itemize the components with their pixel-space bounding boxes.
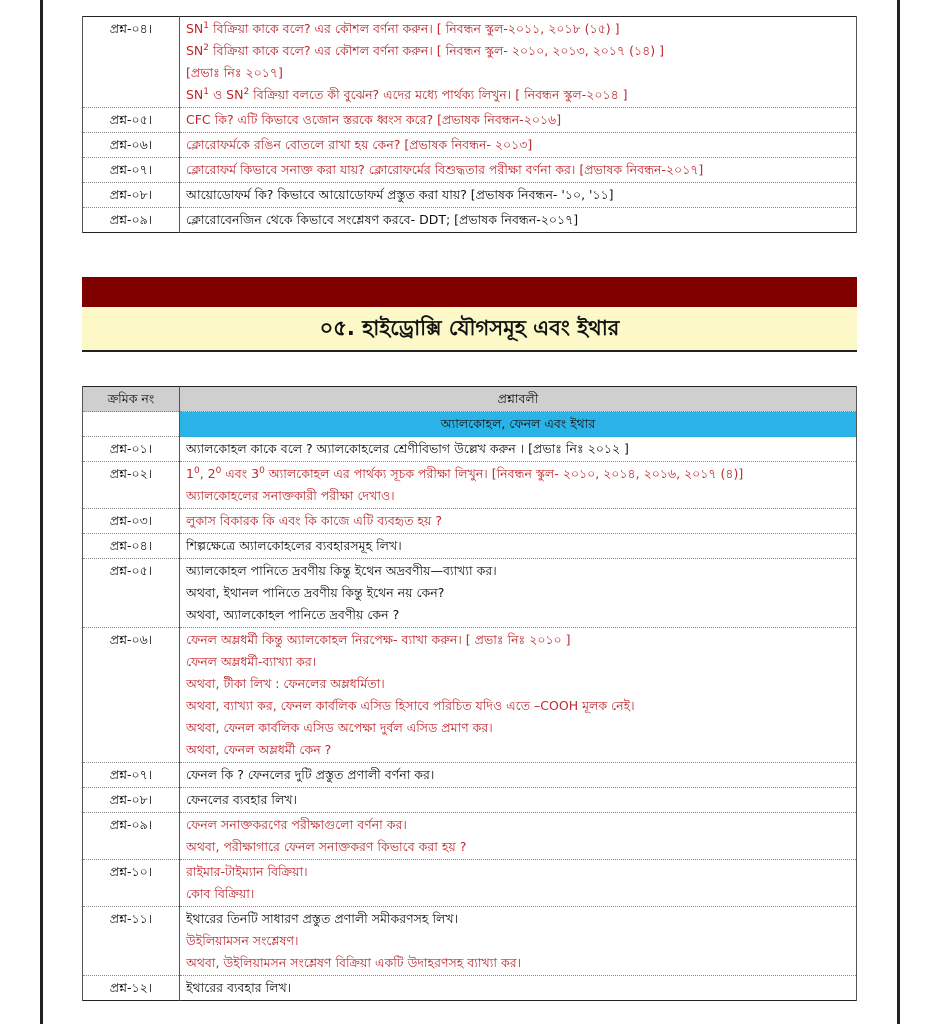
- question-line: [186, 861, 850, 883]
- question-text-cell: [180, 860, 857, 907]
- question-text-cell: [180, 208, 857, 233]
- question-line: [186, 463, 850, 485]
- question-line: [186, 582, 850, 604]
- question-row: [83, 509, 857, 534]
- question-row: [83, 976, 857, 1001]
- text-fragment: লুকাস বিকারক কি এবং কি কাজে এটি ব্যবহৃত হয় ?: [186, 513, 443, 528]
- section-header-row: [83, 412, 857, 437]
- question-line: [186, 930, 850, 952]
- question-number: প্রশ্ন-০৯।: [83, 208, 180, 233]
- question-text-cell: [180, 976, 857, 1001]
- superscript: 1: [203, 86, 210, 97]
- text-fragment: অথবা, ইথানল পানিতে দ্রবণীয় কিন্তু ইথেন নয় কেন?: [186, 585, 445, 600]
- question-line: [186, 485, 850, 507]
- question-text-cell: [180, 907, 857, 976]
- text-fragment: [প্রভাঃ নিঃ ২০১৭]: [186, 65, 283, 80]
- question-text-cell: [180, 17, 857, 108]
- question-number: প্রশ্ন-০৪।: [83, 17, 180, 108]
- question-number: প্রশ্ন-০৫।: [83, 559, 180, 628]
- question-line: [186, 764, 850, 786]
- text-fragment: ও SN: [209, 87, 244, 102]
- question-line: [186, 717, 850, 739]
- question-row: [83, 108, 857, 133]
- question-row: [83, 133, 857, 158]
- text-fragment: ফেনল কি ? ফেনলের দুটি প্রস্তুত প্রণালী বর্ণনা কর।: [186, 767, 435, 782]
- superscript: 1: [203, 20, 210, 31]
- question-line: [186, 789, 850, 811]
- text-fragment: ক্লোরোবেনজিন থেকে কিভাবে সংশ্লেষণ করবে- DDT; [প্রভাষক নিবন্ধন-২০১৭]: [186, 212, 579, 227]
- text-fragment: ইথারের ব্যবহার লিখ।: [186, 980, 292, 995]
- question-number: প্রশ্ন-০৫।: [83, 108, 180, 133]
- chapter-title: ০৫. হাইড্রোক্সি যৌগসমূহ এবং ইথার: [82, 307, 857, 352]
- text-fragment: অথবা, টীকা লিখ : ফেনলের অম্লধর্মিতা।: [186, 676, 385, 691]
- text-fragment: , 2: [199, 466, 216, 481]
- superscript: 0: [259, 465, 265, 476]
- question-row: [83, 183, 857, 208]
- text-fragment: উইলিয়ামসন সংশ্লেষণ।: [186, 933, 299, 948]
- question-text-cell: [180, 108, 857, 133]
- table-header-row: [83, 387, 857, 412]
- question-number: প্রশ্ন-০৩।: [83, 509, 180, 534]
- question-line: [186, 977, 850, 999]
- text-fragment: অ্যালকোহল পানিতে দ্রবণীয় কিন্তু ইথেন অদ্রবণীয়—ব্যাখ্যা কর।: [186, 563, 497, 578]
- question-row: [83, 208, 857, 233]
- question-number: প্রশ্ন-০২।: [83, 462, 180, 509]
- text-fragment: 1: [186, 466, 194, 481]
- text-fragment: রাইমার-টাইম্যান বিক্রিয়া।: [186, 864, 308, 879]
- question-row: [83, 462, 857, 509]
- question-text-cell: [180, 763, 857, 788]
- chapter-question-table: [82, 386, 857, 1001]
- question-row: [83, 534, 857, 559]
- question-line: [186, 604, 850, 626]
- previous-chapter-question-table: [82, 16, 857, 233]
- question-number: প্রশ্ন-০৮।: [83, 788, 180, 813]
- section-empty-cell: [83, 412, 180, 437]
- question-row: [83, 17, 857, 108]
- question-line: [186, 836, 850, 858]
- question-row: [83, 628, 857, 763]
- page-border-left: [40, 0, 43, 1024]
- column-header-questions: প্রশ্নাবলী: [180, 387, 857, 412]
- superscript: 2: [243, 86, 250, 97]
- question-line: [186, 18, 850, 40]
- text-fragment: অথবা, ফেনল কার্বলিক এসিড অপেক্ষা দুর্বল এসিড প্রমাণ কর।: [186, 720, 493, 735]
- text-fragment: অ্যালকোহল এর পার্থক্য সূচক পরীক্ষা লিখুন। [নিবন্ধন স্কুল- ২০১০, ২০১৪, ২০১৬, ২০১৭ (৪)]: [264, 466, 744, 481]
- text-fragment: ক্লোরোফর্ম কিভাবে সনাক্ত করা যায়? ক্লোরোফর্মের বিশুদ্ধতার পরীক্ষা বর্ণনা কর। [প্রভাষক নিবন্ধন-২০১৭]: [186, 162, 704, 177]
- question-line: [186, 84, 850, 106]
- question-text-cell: [180, 788, 857, 813]
- question-line: [186, 673, 850, 695]
- question-line: [186, 651, 850, 673]
- text-fragment: অথবা, অ্যালকোহল পানিতে দ্রবণীয় কেন ?: [186, 607, 400, 622]
- column-header-serial: ক্রমিক নং: [83, 387, 180, 412]
- question-row: [83, 763, 857, 788]
- question-number: প্রশ্ন-০৯।: [83, 813, 180, 860]
- question-text-cell: [180, 437, 857, 462]
- question-line: [186, 814, 850, 836]
- superscript: 0: [215, 465, 222, 476]
- text-fragment: ফেনল অম্লধর্মী-ব্যাখ্যা কর।: [186, 654, 317, 669]
- question-line: [186, 510, 850, 532]
- text-fragment: অ্যালকোহল কাকে বলে ? অ্যালকোহলের শ্রেণীবিভাগ উল্লেখ করুন । [প্রভাঃ নিঃ ২০১২ ]: [186, 441, 629, 456]
- question-number: প্রশ্ন-১১।: [83, 907, 180, 976]
- question-text-cell: [180, 559, 857, 628]
- question-text-cell: [180, 133, 857, 158]
- section-heading: অ্যালকোহল, ফেনল এবং ইথার: [180, 412, 857, 437]
- question-text-cell: [180, 158, 857, 183]
- question-number: প্রশ্ন-০৬।: [83, 628, 180, 763]
- text-fragment: বিক্রিয়া কাকে বলে? এর কৌশল বর্ণনা করুন। [ নিবন্ধন স্কুল-২০১১, ২০১৮ (১৫) ]: [209, 21, 620, 36]
- question-number: প্রশ্ন-০৭।: [83, 763, 180, 788]
- chapter-header-band: [82, 277, 857, 307]
- text-fragment: ক্লোরোফর্মকে রঙিন বোতলে রাখা হয় কেন? [প্রভাষক নিবন্ধন- ২০১৩]: [186, 137, 533, 152]
- text-fragment: বিক্রিয়া বলতে কী বুঝেন? এদের মধ্যে পার্থক্য লিখুন। [ নিবন্ধন স্কুল-২০১৪ ]: [249, 87, 628, 102]
- question-row: [83, 813, 857, 860]
- question-number: প্রশ্ন-১২।: [83, 976, 180, 1001]
- question-line: [186, 908, 850, 930]
- question-line: [186, 134, 850, 156]
- question-line: [186, 62, 850, 84]
- question-text-cell: [180, 813, 857, 860]
- question-text-cell: [180, 628, 857, 763]
- question-line: [186, 695, 850, 717]
- text-fragment: CFC কি? এটি কিভাবে ওজোন স্তরকে ধ্বংস করে? [প্রভাষক নিবন্ধন-২০১৬]: [186, 112, 562, 127]
- text-fragment: SN: [186, 21, 204, 36]
- text-fragment: অথবা, পরীক্ষাগারে ফেনল সনাক্তকরণ কিভাবে করা হয় ?: [186, 839, 467, 854]
- text-fragment: বিক্রিয়া কাকে বলে? এর কৌশল বর্ণনা করুন। [ নিবন্ধন স্কুল- ২০১০, ২০১৩, ২০১৭ (১৪) ]: [209, 43, 664, 58]
- question-line: [186, 883, 850, 905]
- question-number: প্রশ্ন-০১।: [83, 437, 180, 462]
- text-fragment: এবং 3: [221, 466, 260, 481]
- question-text-cell: [180, 509, 857, 534]
- question-number: প্রশ্ন-০৬।: [83, 133, 180, 158]
- text-fragment: অথবা, উইলিয়ামসন সংশ্লেষণ বিক্রিয়া একটি উদাহরণসহ ব্যাখ্যা কর।: [186, 955, 522, 970]
- question-line: [186, 952, 850, 974]
- question-line: [186, 109, 850, 131]
- question-line: [186, 629, 850, 651]
- question-number: প্রশ্ন-১০।: [83, 860, 180, 907]
- question-line: [186, 184, 850, 206]
- text-fragment: শিল্পক্ষেত্রে অ্যালকোহলের ব্যবহারসমূহ লিখ।: [186, 538, 402, 553]
- question-number: প্রশ্ন-০৭।: [83, 158, 180, 183]
- question-text-cell: [180, 183, 857, 208]
- text-fragment: কোব বিক্রিয়া।: [186, 886, 255, 901]
- question-line: [186, 535, 850, 557]
- superscript: 0: [193, 465, 200, 476]
- page-border-right: [897, 0, 900, 1024]
- text-fragment: ফেনল অম্লধর্মী কিন্তু অ্যালকোহল নিরপেক্ষ- ব্যাখা করুন। [ প্রভাঃ নিঃ ২০১০ ]: [186, 632, 571, 647]
- text-fragment: SN: [186, 87, 204, 102]
- question-text-cell: [180, 534, 857, 559]
- text-fragment: আয়োডোফর্ম কি? কিভাবে আয়োডোফর্ম প্রস্তুত করা যায়? [প্রভাষক নিবন্ধন- '১০, '১১]: [186, 187, 614, 202]
- text-fragment: অথবা, ব্যাখ্যা কর, ফেনল কার্বলিক এসিড হিসাবে পরিচিত যদিও এতে –COOH মূলক নেই।: [186, 698, 635, 713]
- text-fragment: ফেনল সনাক্তকরণের পরীক্ষাগুলো বর্ণনা কর।: [186, 817, 407, 832]
- superscript: 2: [203, 42, 210, 53]
- question-line: [186, 560, 850, 582]
- question-line: [186, 209, 850, 231]
- question-row: [83, 860, 857, 907]
- question-row: [83, 788, 857, 813]
- question-line: [186, 739, 850, 761]
- text-fragment: SN: [186, 43, 204, 58]
- question-line: [186, 40, 850, 62]
- question-line: [186, 159, 850, 181]
- question-row: [83, 907, 857, 976]
- text-fragment: অ্যালকোহলের সনাক্তকারী পরীক্ষা দেখাও।: [186, 488, 395, 503]
- question-row: [83, 158, 857, 183]
- question-line: [186, 438, 850, 460]
- question-text-cell: [180, 462, 857, 509]
- question-number: প্রশ্ন-০৪।: [83, 534, 180, 559]
- text-fragment: ফেনলের ব্যবহার লিখ।: [186, 792, 298, 807]
- text-fragment: অথবা, ফেনল অম্লধর্মী কেন ?: [186, 742, 332, 757]
- question-number: প্রশ্ন-০৮।: [83, 183, 180, 208]
- text-fragment: ইথারের তিনটি সাধারণ প্রস্তুত প্রণালী সমীকরণসহ লিখ।: [186, 911, 459, 926]
- question-row: [83, 559, 857, 628]
- question-row: [83, 437, 857, 462]
